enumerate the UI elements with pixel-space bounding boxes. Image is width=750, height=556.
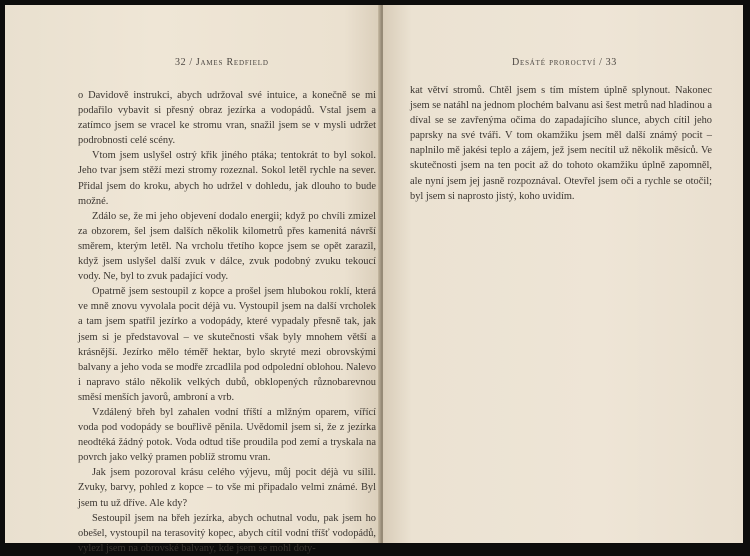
left-head-separator: / bbox=[189, 57, 193, 68]
author-name: James Redfield bbox=[195, 57, 269, 68]
right-page-number: 33 bbox=[605, 57, 617, 68]
paragraph: Zdálo se, že mi jeho objevení dodalo energii; když po chvíli zmizel za obzorem, šel jsem dalších několik kilometrů přes kamenitá návrší směrem, kterým letěl. Na vrcholu třetího kopce jsem se opět zarazil, když jsem uslyšel další zvuk v dálce, zvuk podobný zvuku tekoucí vody. Ne, byl to zvuk padající vody. bbox=[78, 210, 376, 283]
paragraph: Opatrně jsem sestoupil z kopce a prošel jsem hlubokou roklí, která ve mně znovu vyvolala pocit déjà vu. Vystoupil jsem na další vrcholek a tam jsem spatřil jezírko a vodopády, které vypadaly přesně tak, jak jsem si je představoval – ve skutečnosti však byly mnohem větší a krásnější. Jezírko mělo téměř hektar, bylo skryté mezi obrovskými balvany a jeho voda se modře zrcadlila pod odpolední oblohou. Nalevo i napravo stálo několik velkých dubů, obklopených různobarevnou směsí menších javorů, ambroní a vrb. bbox=[78, 286, 376, 403]
paragraph: Sestoupil jsem na břeh jezírka, abych ochutnal vodu, pak jsem ho obešel, vystoupil na terasovitý kopec, abych cítil vodní tříšť vodopádů, vylezl jsem na obrovské balvany, kde jsem se mohl doty- bbox=[78, 512, 376, 554]
right-body-text bbox=[410, 83, 712, 204]
right-page bbox=[383, 5, 743, 543]
right-running-head bbox=[512, 57, 617, 68]
left-page-number: 32 bbox=[175, 57, 187, 68]
paragraph: Jak jsem pozoroval krásu celého výjevu, můj pocit déjà vu sílil. Zvuky, barvy, pohled z kopce – to vše mi připadalo velmi známé. Byl jsem tu už dříve. Ale kdy? bbox=[78, 467, 376, 509]
paragraph: o Davidově instrukci, abych udržoval své intuice, a konečně se mi podařilo vybavit si přesný obraz jezírka a vodopádů. Vstal jsem a zatímco jsem se vracel ke stromu vran, snažil jsem se v mysli udržet podrobnosti celé scény. bbox=[78, 90, 376, 147]
paragraph: Vtom jsem uslyšel ostrý křik jiného ptáka; tentokrát to byl sokol. Jeho tvar jsem stěží mezi stromy rozeznal. Sokol letěl rychle na sever. Přidal jsem do kroku, abych ho udržel v dohledu, jak dlouho to bude možné. bbox=[78, 150, 376, 207]
paragraph: Vzdálený břeh byl zahalen vodní tříští a mlžným oparem, vířící voda pod vodopády se bouřlivě pěnila. Uvědomil jsem si, že z jezírka neodtéká žádný potok. Voda odtud tiše proudila pod zemí a tryskala na povrch jako velký pramen poblíž stromu vran. bbox=[78, 406, 376, 464]
chapter-title: Desáté proroctví bbox=[512, 57, 596, 68]
left-running-head bbox=[175, 57, 269, 68]
left-page bbox=[5, 5, 382, 554]
left-body-text bbox=[78, 88, 376, 556]
paragraph: kat větví stromů. Chtěl jsem s tím místem úplně splynout. Nakonec jsem se natáhl na jednom plochém balvanu asi šest metrů nad hladinou a díval se se zavřenýma očima do zapadajícího slunce, abych cítil jeho paprsky na své tváři. V tom okamžiku jsem měl další známý pocit – naplnilo mě jakési teplo a zájem, jež jsem necítil už několik měsíců. Ve skutečnosti jsem na ten pocit až do tohoto okamžiku úplně zapomněl, ale nyní jsem jej jasně rozpoznával. Otevřel jsem oči a rychle se otočil; byl jsem si naprosto jistý, koho uvidím. bbox=[410, 85, 712, 202]
right-head-separator: / bbox=[599, 57, 603, 68]
